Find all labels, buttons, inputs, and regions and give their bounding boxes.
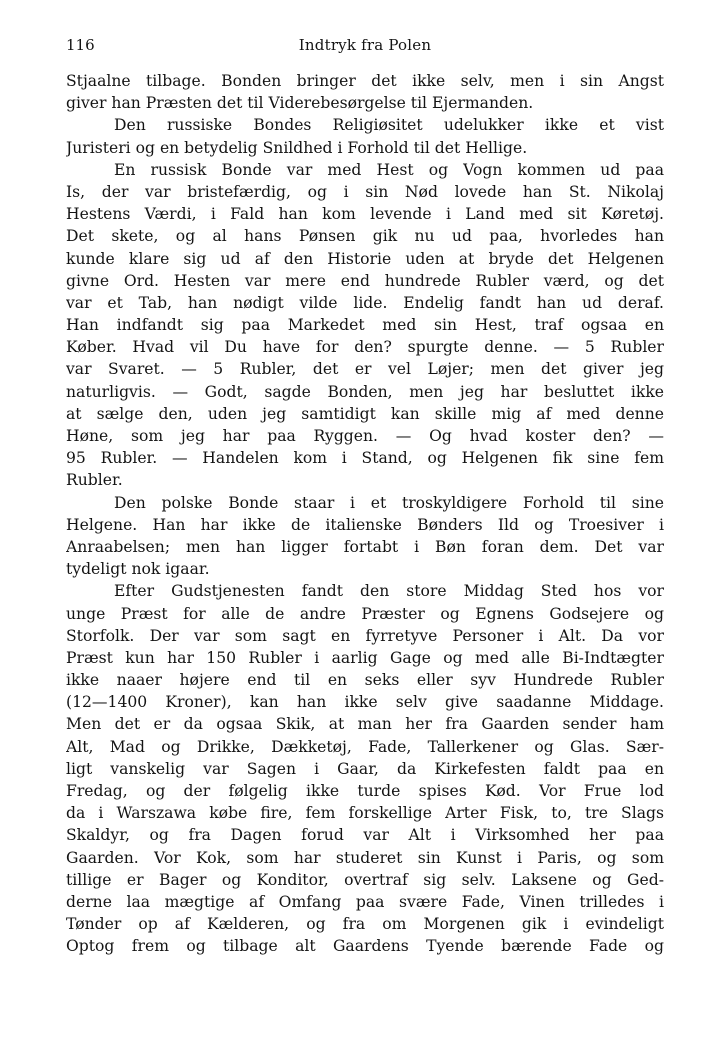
text-line: at sælge den, uden jeg samtidigt kan skille mig af med denne — [66, 404, 664, 423]
text-line: Han indfandt sig paa Markedet med sin Hest, traf ogsaa en — [66, 316, 664, 335]
text-line: Den russiske Bondes Religiøsitet udelukker ikke et vist — [114, 116, 664, 135]
text-line: (12—1400 Kroner), kan han ikke selv give saadanne Middage. — [66, 693, 664, 712]
text-line: Rubler. — [66, 471, 123, 490]
text-line: Efter Gudstjenesten fandt den store Middag Sted hos vor — [114, 582, 664, 601]
text-line: givne Ord. Hesten var mere end hundrede Rubler værd, og det — [66, 271, 664, 290]
text-line: Stjaalne tilbage. Bonden bringer det ikke selv, men i sin Angst — [66, 72, 664, 90]
text-line: Præst kun har 150 Rubler i aarlig Gage og med alle Bi-Indtægter — [66, 648, 664, 667]
text-line: Hestens Værdi, i Fald han kom levende i Land med sit Køretøj. — [66, 205, 664, 224]
text-line: Anraabelsen; men han ligger fortabt i Bøn foran dem. Det var — [66, 537, 664, 556]
text-line: Tønder op af Kælderen, og fra om Morgenen gik i evindeligt — [66, 915, 664, 934]
text-line: Men det er da ogsaa Skik, at man her fra Gaarden sender ham — [66, 715, 664, 734]
text-line: var Svaret. — 5 Rubler, det er vel Løjer; men det giver jeg — [66, 360, 664, 379]
text-line: ikke naaer højere end til en seks eller syv Hundrede Rubler — [66, 671, 664, 690]
text-line: naturligvis. — Godt, sagde Bonden, men jeg har besluttet ikke — [66, 382, 664, 401]
text-line: Alt, Mad og Drikke, Dækketøj, Fade, Tallerkener og Glas. Sær- — [66, 737, 664, 756]
text-line: da i Warszawa købe fire, fem forskellige Arter Fisk, to, tre Slags — [66, 804, 664, 823]
text-line: Skaldyr, og fra Dagen forud var Alt i Virksomhed her paa — [66, 826, 664, 845]
text-line: Helgene. Han har ikke de italienske Bønders Ild og Troesiver i — [66, 515, 664, 534]
text-line: Den polske Bonde staar i et troskyldigere Forhold til sine — [114, 493, 664, 512]
body-text — [66, 70, 664, 958]
text-line: tydeligt nok igaar. — [66, 560, 210, 579]
text-line: 95 Rubler. — Handelen kom i Stand, og Helgenen fik sine fem — [66, 449, 664, 468]
text-line: giver han Præsten det til Viderebesørgelse til Ejermanden. — [66, 94, 534, 113]
text-line: kunde klare sig ud af den Historie uden at bryde det Helgenen — [66, 249, 664, 268]
text-line: Gaarden. Vor Kok, som har studeret sin Kunst i Paris, og som — [66, 848, 664, 867]
page-number: 116 — [66, 36, 95, 54]
text-line: Is, der var bristefærdig, og i sin Nød lovede han St. Nikolaj — [66, 182, 664, 201]
text-line: Køber. Hvad vil Du have for den? spurgte denne. — 5 Rubler — [66, 338, 664, 357]
text-line: Det skete, og al hans Pønsen gik nu ud paa, hvorledes han — [66, 227, 664, 246]
text-line: Høne, som jeg har paa Ryggen. — Og hvad koster den? — — [66, 427, 664, 445]
page-header — [66, 34, 664, 56]
text-line: var et Tab, han nødigt vilde lide. Endelig fandt han ud deraf. — [66, 293, 664, 312]
running-title: Indtryk fra Polen — [298, 36, 432, 54]
text-line: Fredag, og der følgelig ikke turde spises Kød. Vor Frue lod — [66, 782, 664, 800]
text-line: En russisk Bonde var med Hest og Vogn kommen ud paa — [114, 160, 664, 179]
text-line: ligt vanskelig var Sagen i Gaar, da Kirkefesten faldt paa en — [66, 759, 664, 778]
text-line: Juristeri og en betydelig Snildhed i Forhold til det Hellige. — [66, 138, 528, 157]
text-line: unge Præst for alle de andre Præster og Egnens Godsejere og — [66, 604, 664, 623]
text-line: tillige er Bager og Konditor, overtraf sig selv. Laksene og Ged- — [66, 870, 664, 889]
text-line: derne laa mægtige af Omfang paa svære Fade, Vinen trilledes i — [66, 892, 664, 911]
text-line: Optog frem og tilbage alt Gaardens Tyende bærende Fade og — [66, 937, 664, 956]
text-line: Storfolk. Der var som sagt en fyrretyve Personer i Alt. Da vor — [66, 626, 664, 645]
